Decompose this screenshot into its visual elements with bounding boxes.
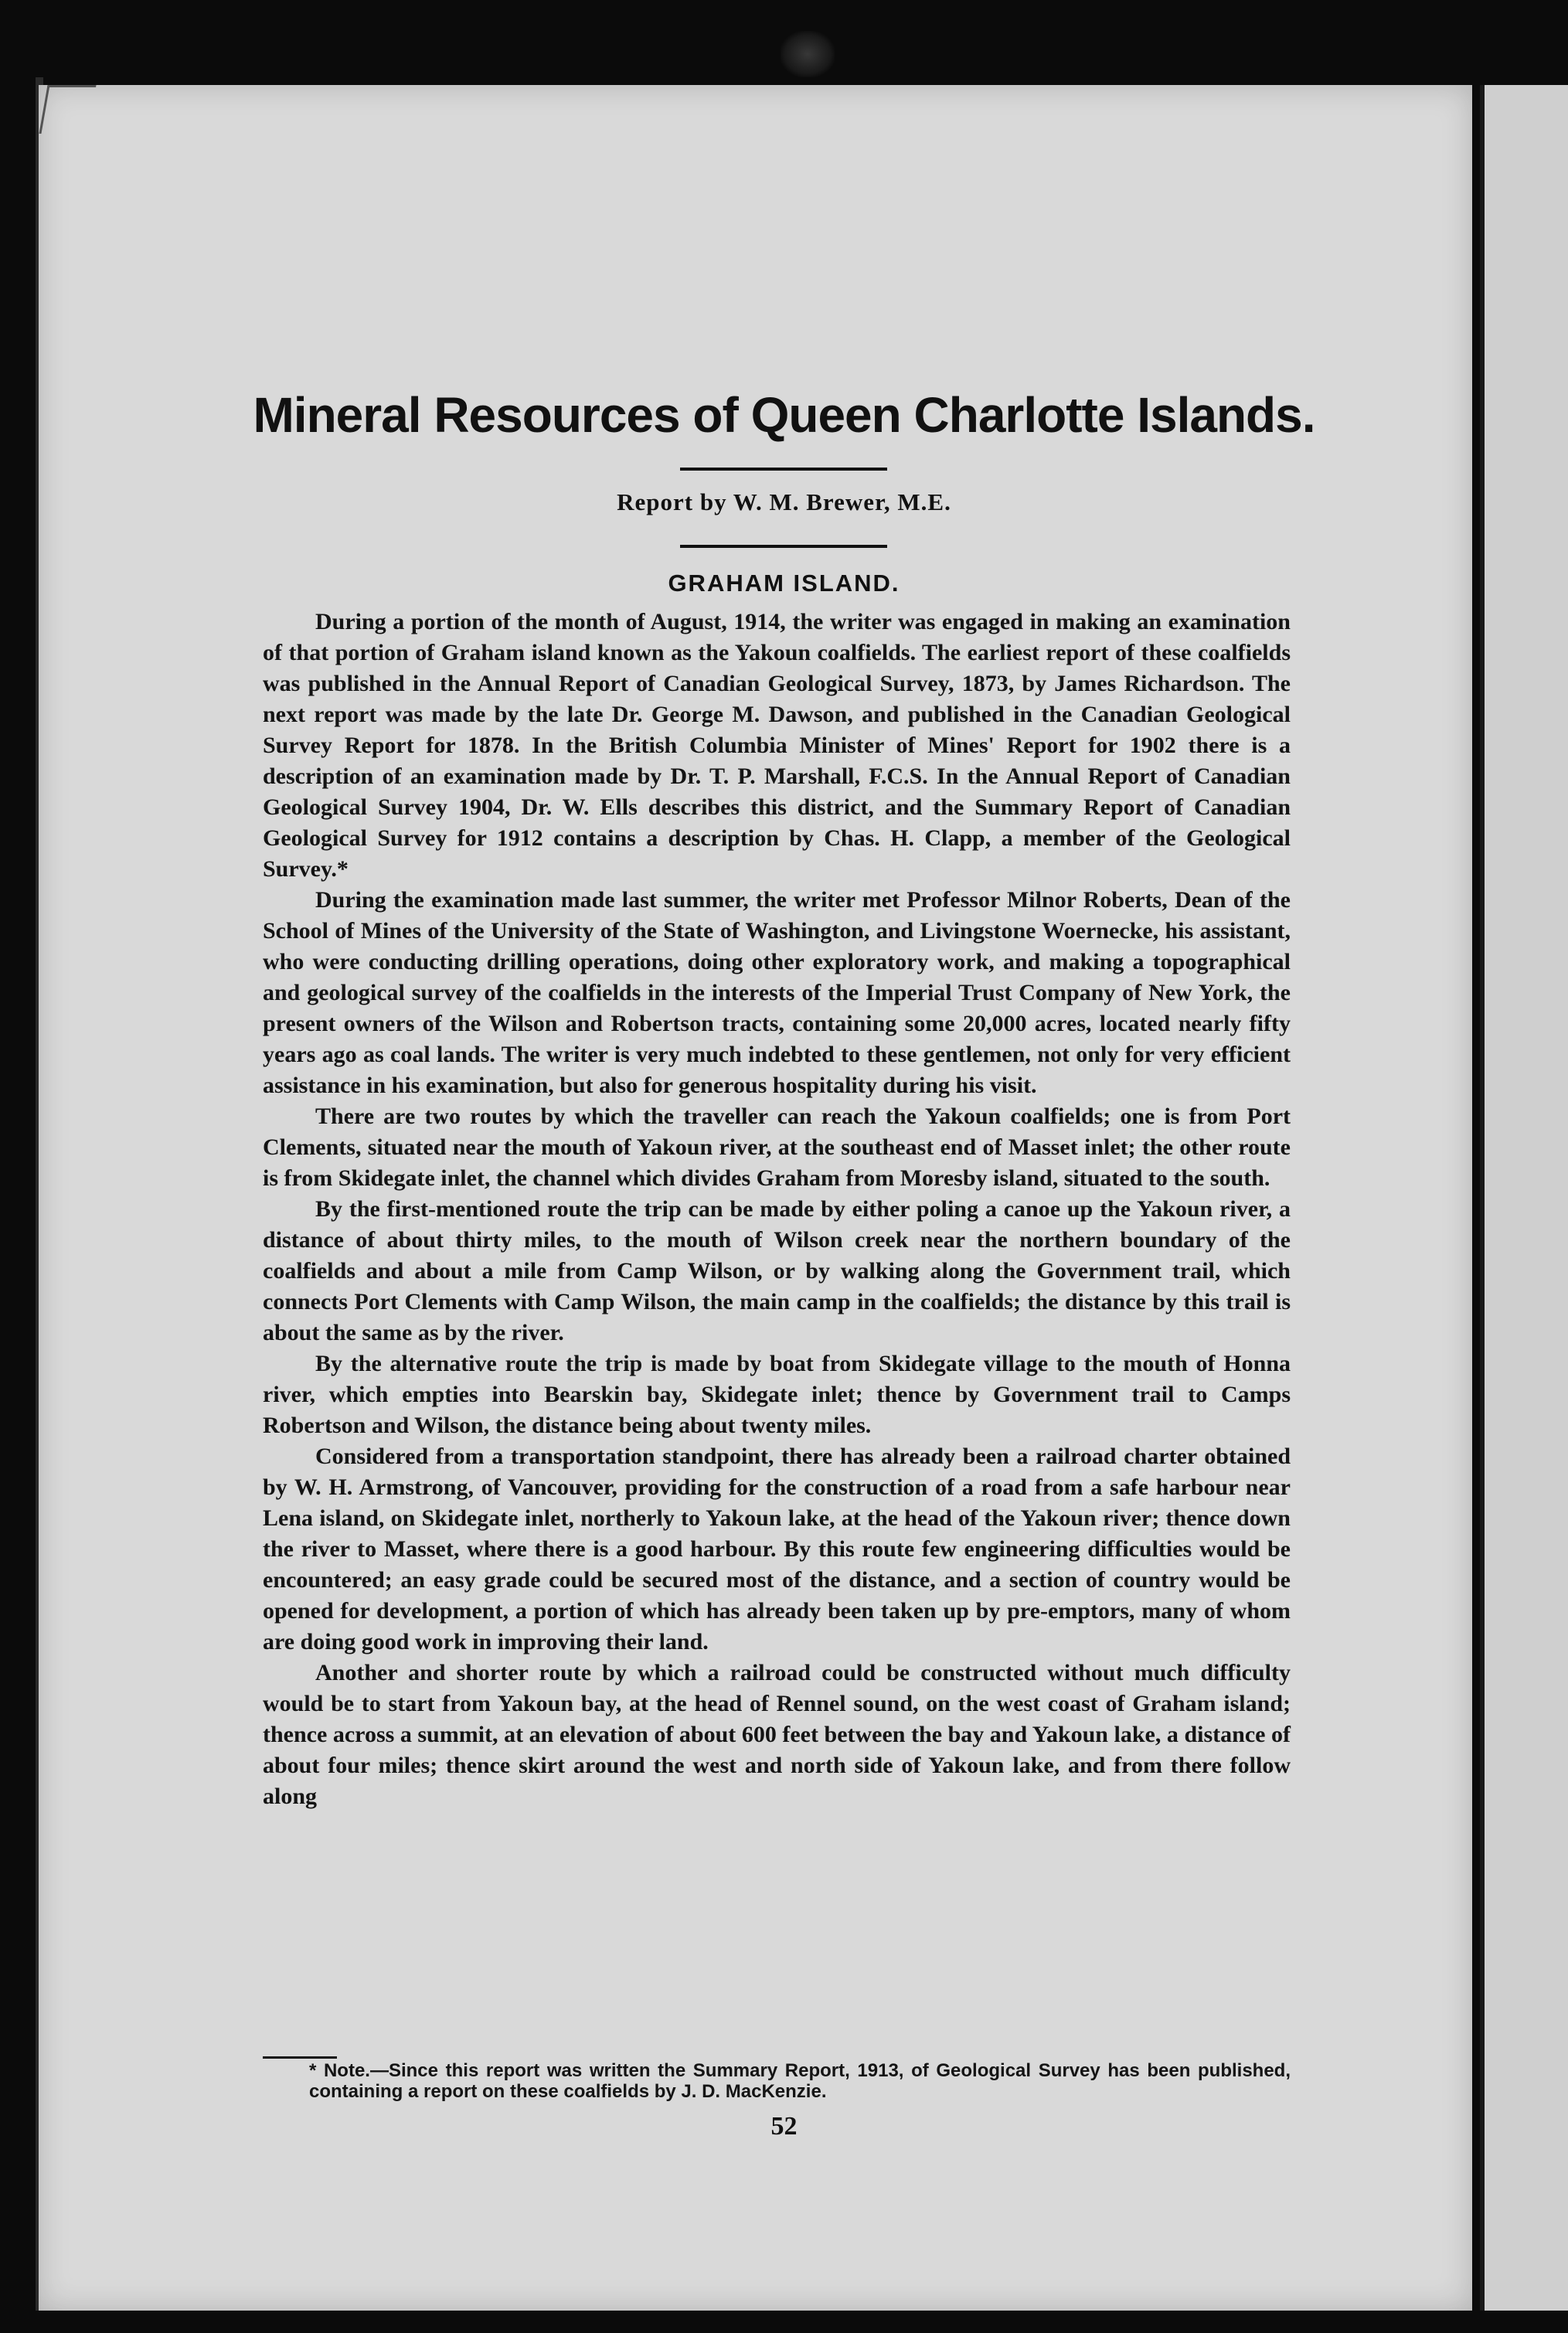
paragraph: During a portion of the month of August, 1914, the writer was engaged in making an examination of that portion of Graham island known as the Yakoun coalfields. The earliest report of these coalfields was published in the Annual Report of Canadian Geological Survey, 1873, by James Richardson. The next report was made by the late Dr. George M. Dawson, and published in the Canadian Geological Survey Report for 1878. In the British Columbia Minister of Mines' Report for 1902 there is a description of an examination made by Dr. T. P. Marshall, F.C.S. In the Annual Report of Canadian Geological Survey 1904, Dr. W. Ells describes this district, and the Summary Report of Canadian Geological Survey for 1912 contains a description by Chas. H. Clapp, a member of the Geological Survey.* [263,609,1291,882]
paragraph: During the examination made last summer, the writer met Professor Milnor Roberts, Dean of the School of Mines of the University of the State of Washington, and Livingstone Woernecke, his assistant, who were conducting drilling operations, doing other exploratory work, and making a topographical and geological survey of the coalfields in the interests of the Imperial Trust Company of New York, the present owners of the Wilson and Robertson tracts, containing some 20,000 acres, located nearly fifty years ago as coal lands. The writer is very much indebted to these gentlemen, not only for very efficient assistance in his examination, but also for generous hospitality during his visit. [263,887,1291,1098]
byline: Report by W. M. Brewer, M.E. [617,488,951,515]
scan-artifact [781,31,835,77]
corner-fold [39,85,96,134]
footnote-text: * Note.—Since this report was written the Summary Report, 1913, of Geological Survey has been published, containing a report on these coalfields by J. D. MacKenzie. [309,2060,1291,2102]
paragraph: By the alternative route the trip is made by boat from Skidegate village to the mouth of Honna river, which empties into Bearskin bay, Skidegate inlet; thence by Government trail to Camps Robertson and Wilson, the distance being about twenty miles. [263,1351,1291,1438]
title-rule [680,468,887,471]
footnote [263,2060,1291,2102]
paragraph: By the first-mentioned route the trip can be made by either poling a canoe up the Yakoun river, a distance of about thirty miles, to the mouth of Wilson creek near the northern boundary of the coalfields and about a mile from Camp Wilson, or by walking along the Government trail, which connects Port Clements with Camp Wilson, the main camp in the coalfields; the distance by this trail is about the same as by the river. [263,1196,1291,1345]
paragraph: There are two routes by which the traveller can reach the Yakoun coalfields; one is from Port Clements, situated near the mouth of Yakoun river, at the southeast end of Masset inlet; the other route is from Skidegate inlet, the channel which divides Graham from Moresby island, situated to the south. [263,1104,1291,1191]
section-heading: GRAHAM ISLAND. [668,570,900,597]
byline-rule [680,545,887,548]
article-body [263,607,1291,1812]
footnote-rule [263,2056,337,2059]
page-title: Mineral Resources of Queen Charlotte Islands. [253,387,1315,443]
paragraph: Considered from a transportation standpoint, there has already been a railroad charter obtained by W. H. Armstrong, of Vancouver, providing for the construction of a road from a safe harbour near Lena island, on Skidegate inlet, northerly to Yakoun lake, at the head of the Yakoun river; thence down the river to Masset, where there is a good harbour. By this route few engineering difficulties would be encountered; an easy grade could be secured most of the distance, and a section of country would be opened for development, a portion of which has already been taken up by pre-emptors, many of whom are doing good work in improving their land. [263,1444,1291,1655]
page-number: 52 [770,2112,798,2141]
paragraph: Another and shorter route by which a railroad could be constructed without much difficulty would be to start from Yakoun bay, at the head of Rennel sound, on the west coast of Graham island; thence across a summit, at an elevation of about 600 feet between the bay and Yakoun lake, a distance of about four miles; thence skirt around the west and north side of Yakoun lake, and from there follow along [263,1660,1291,1809]
